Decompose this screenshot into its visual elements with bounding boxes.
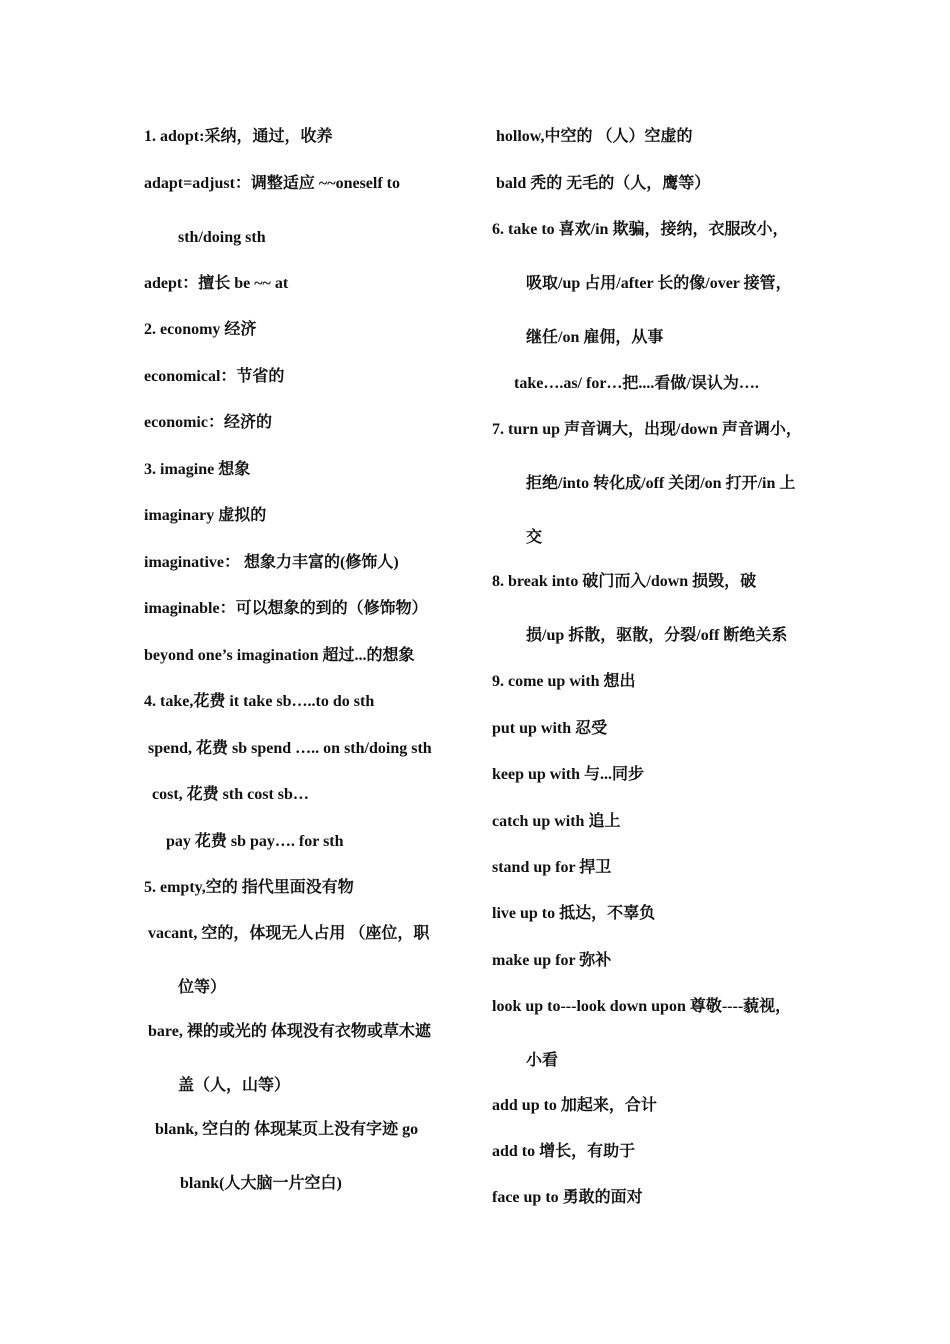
text-line: 2. economy 经济 (144, 321, 257, 338)
text-line: 6. take to 喜欢/in 欺骗，接纳，衣服改小， (492, 221, 789, 238)
text-line: 吸取/up 占用/after 长的像/over 接管， (526, 275, 792, 292)
text-line: 3. imagine 想象 (144, 461, 251, 478)
text-line: stand up for 捍卫 (492, 859, 612, 876)
text-line: add to 增长，有助于 (492, 1143, 636, 1160)
text-line: blank(人大脑一片空白) (180, 1175, 342, 1192)
text-line: bare, 裸的或光的 体现没有衣物或草木遮 (148, 1023, 431, 1040)
text-line: live up to 抵达，不辜负 (492, 905, 656, 922)
text-line: 继任/on 雇佣，从事 (526, 329, 664, 346)
text-line: economic：经济的 (144, 414, 272, 431)
text-line: hollow,中空的 （人）空虚的 (496, 128, 693, 145)
text-line: adapt=adjust：调整适应 ~~oneself to (144, 175, 400, 192)
text-line: 8. break into 破门而入/down 损毁，破 (492, 573, 757, 590)
text-line: imaginable：可以想象的到的（修饰物） (144, 600, 428, 617)
text-line: add up to 加起来，合计 (492, 1097, 657, 1114)
text-line: beyond one’s imagination 超过...的想象 (144, 647, 415, 664)
text-line: vacant, 空的，体现无人占用 （座位，职 (148, 925, 430, 942)
text-line: 小看 (526, 1052, 559, 1069)
text-line: put up with 忍受 (492, 720, 608, 737)
text-line: 1. adopt:采纳，通过，收养 (144, 128, 333, 145)
text-line: imaginary 虚拟的 (144, 507, 267, 524)
text-line: make up for 弥补 (492, 952, 612, 969)
text-line: 交 (526, 529, 543, 546)
text-line: sth/doing sth (178, 229, 266, 246)
text-line: pay 花费 sb pay…. for sth (166, 833, 344, 850)
text-line: 7. turn up 声音调大，出现/down 声音调小， (492, 421, 802, 438)
text-line: adept：擅长 be ~~ at (144, 275, 289, 292)
text-line: 9. come up with 想出 (492, 673, 636, 690)
text-line: bald 秃的 无毛的（人，鹰等） (496, 175, 711, 192)
text-line: 位等） (178, 979, 227, 996)
text-line: look up to---look down upon 尊敬----藐视， (492, 998, 792, 1015)
text-line: cost, 花费 sth cost sb… (152, 786, 309, 803)
text-line: blank, 空白的 体现某页上没有字迹 go (155, 1121, 419, 1138)
text-line: catch up with 追上 (492, 813, 621, 830)
text-line: 拒绝/into 转化成/off 关闭/on 打开/in 上 (526, 475, 796, 492)
text-line: spend, 花费 sb spend ….. on sth/doing sth (148, 740, 432, 757)
text-line: 5. empty,空的 指代里面没有物 (144, 879, 354, 896)
text-line: 损/up 拆散，驱散，分裂/off 断绝关系 (526, 627, 788, 644)
text-line: face up to 勇敢的面对 (492, 1189, 643, 1206)
text-line: imaginative： 想象力丰富的(修饰人) (144, 554, 399, 571)
text-line: economical：节省的 (144, 368, 285, 385)
text-line: 4. take,花费 it take sb…..to do sth (144, 693, 375, 710)
text-line: take….as/ for…把....看做/误认为…. (514, 375, 759, 392)
text-line: 盖（人，山等） (178, 1077, 291, 1094)
text-line: keep up with 与...同步 (492, 766, 645, 783)
